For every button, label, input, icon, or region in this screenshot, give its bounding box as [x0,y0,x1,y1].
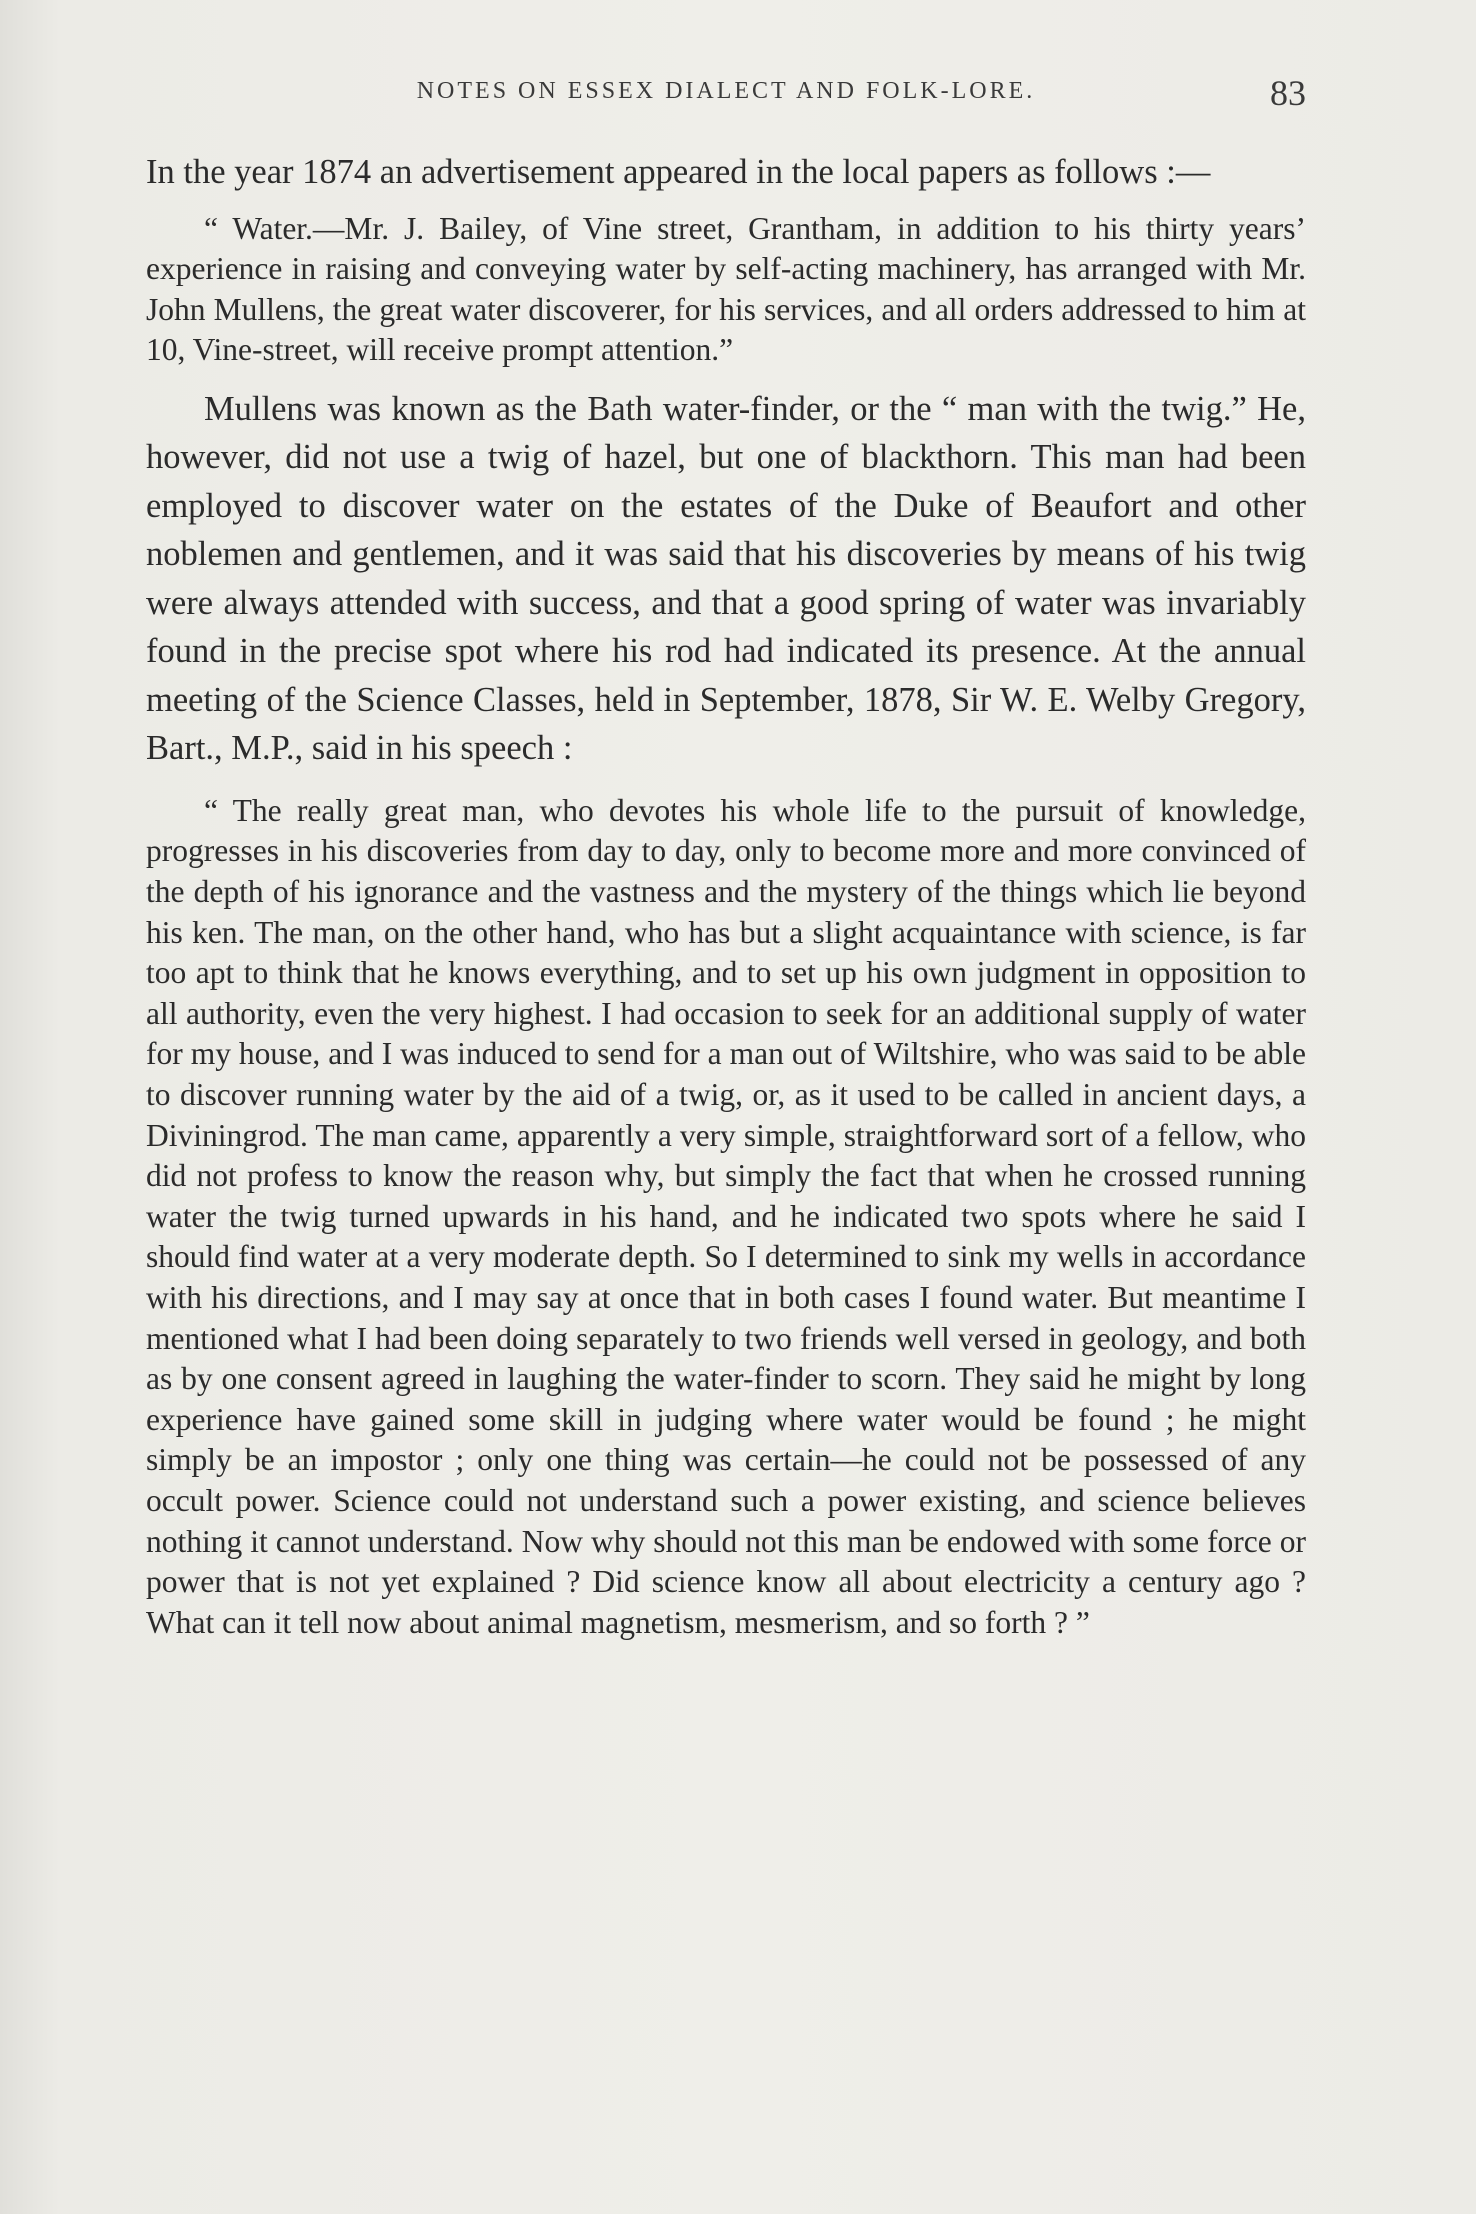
paragraph-mullens: Mullens was known as the Bath water-finder, or the “ man with the twig.” He, however, did not use a twig of hazel, but one of blackthorn. This man had been employed to discover water on the estates of the Duke of Beaufort and other noblemen and gentlemen, and it was said that his discoveries by means of his twig were always attended with success, and that a good spring of water was invariably found in the precise spot where his rod had indicated its presence. At the annual meeting of the Science Classes, held in September, 1878, Sir W. E. Welby Gregory, Bart., M.P., said in his speech : [146,389,1306,768]
paragraph-advertisement-intro: In the year 1874 an advertisement appeared in the local papers as follows :— [146,153,1211,191]
page-body [146,148,1306,1643]
running-title: NOTES ON ESSEX DIALECT AND FOLK-LORE. [416,78,1036,104]
paragraph-advertisement-quote: “ Water.—Mr. J. Bailey, of Vine street, Grantham, in addition to his thirty years’ experience in raising and conveying water by self-acting machinery, has arranged with Mr. John Mullens, the great water discoverer, for his services, and all orders addressed to him at 10, Vine-street, will receive prompt attention.” [146,210,1306,368]
page-header [146,73,1306,118]
paragraph-speech-quote: “ The really great man, who devotes his whole life to the pursuit of knowledge, progresses in his discoveries from day to day, only to become more and more convinced of the depth of his ignorance and the vastness and the mystery of the things which lie beyond his ken. The man, on the other hand, who has but a slight acquaintance with science, is far too apt to think that he knows everything, and to set up his own judgment in opposition to all authority, even the very highest. I had occasion to seek for an additional supply of water for my house, and I was induced to send for a man out of Wiltshire, who was said to be able to discover running water by the aid of a twig, or, as it used to be called in ancient days, a Diviningrod. The man came, apparently a very simple, straightforward sort of a fellow, who did not profess to know the reason why, but simply the fact that when he crossed running water the twig turned upwards in his hand, and he indicated two spots where he said I should find water at a very moderate depth. So I determined to sink my wells in accordance with his directions, and I may say at once that in both cases I found water. But meantime I mentioned what I had been doing separately to two friends well versed in geology, and both as by one consent agreed in laughing the water-finder to scorn. They said he might by long experience have gained some skill in judging where water would be found ; he might simply be an impostor ; only one thing was certain—he could not be possessed of any occult power. Science could not understand such a power existing, and science believes nothing it cannot understand. Now why should not this man be endowed with some force or power that is not yet explained ? Did science know all about electricity a century ago ? What can it tell now about animal magnetism, mesmerism, and so forth ? ” [146,792,1306,1640]
page-number: 83 [1270,73,1306,113]
